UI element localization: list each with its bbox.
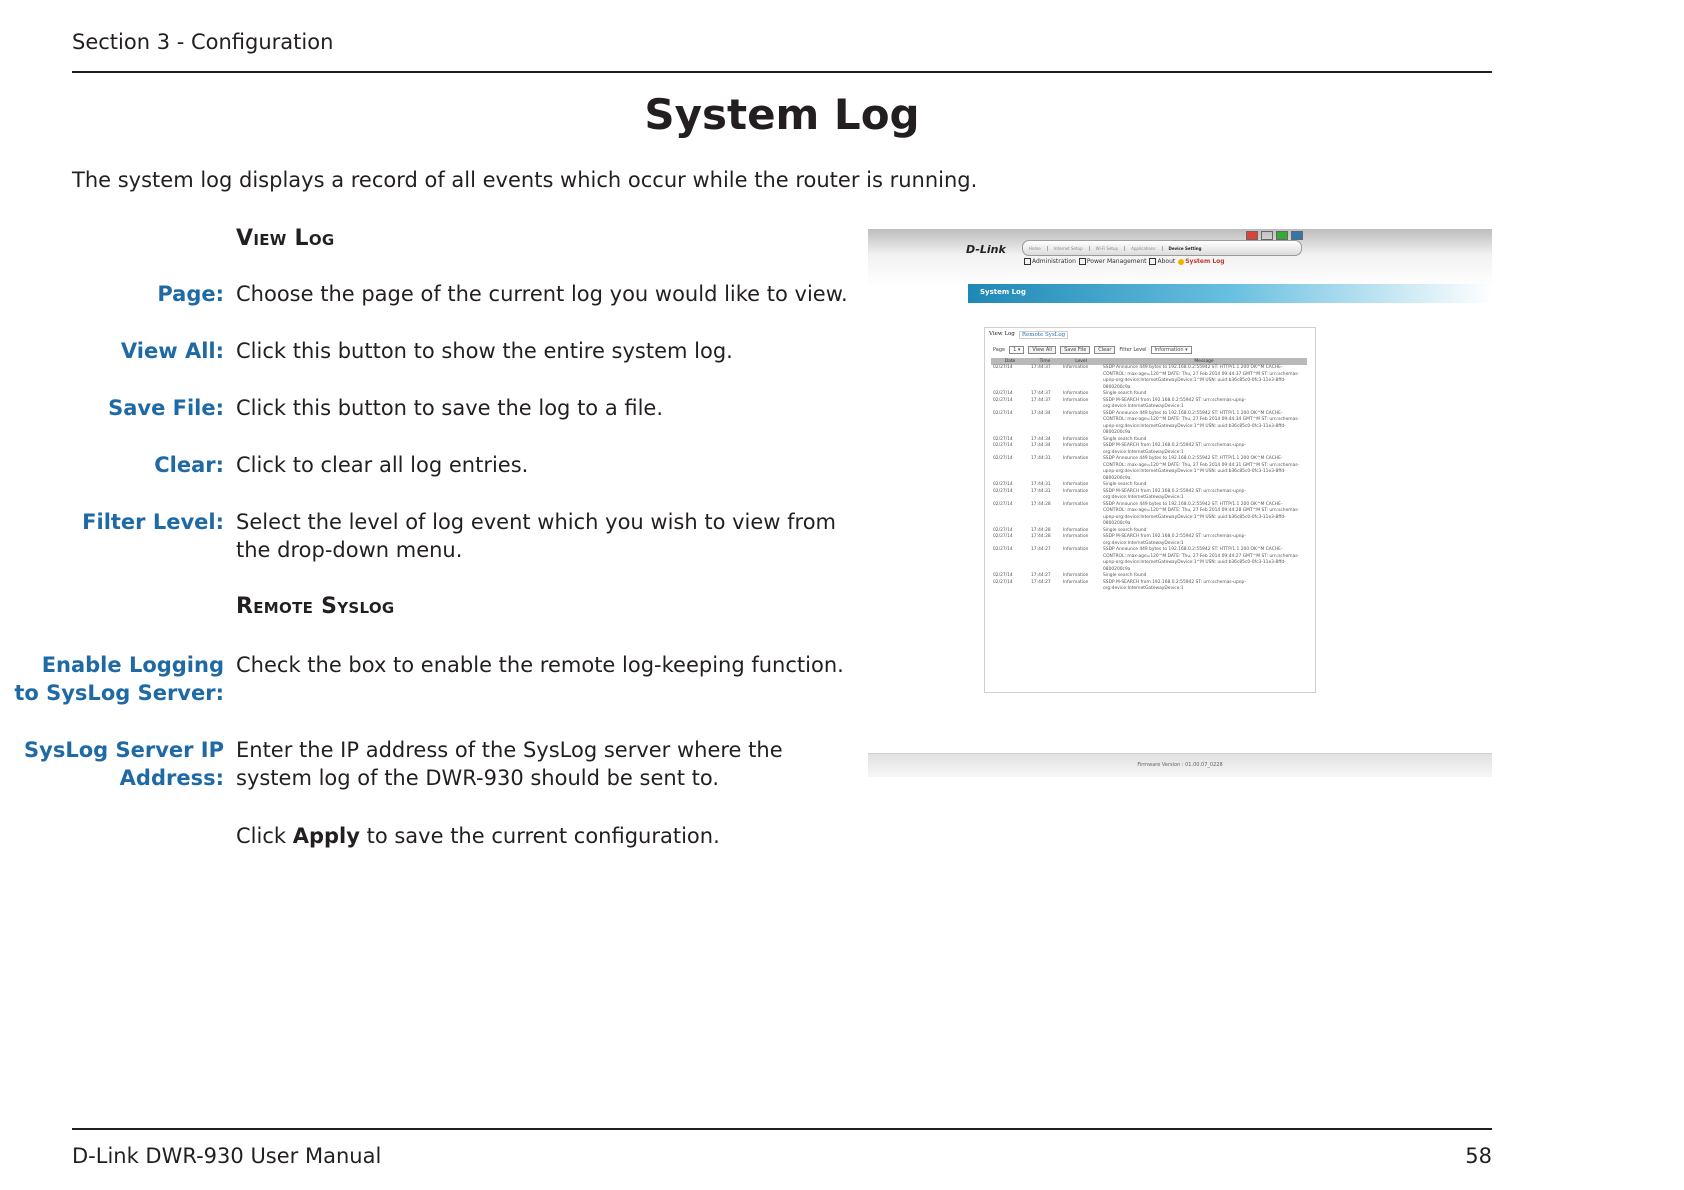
- header-rule: [72, 71, 1492, 73]
- tab-remote-syslog[interactable]: Remote SysLog: [1019, 331, 1068, 339]
- cell-date: 02/27/14: [993, 443, 1013, 448]
- cell-level: Information: [1063, 579, 1089, 585]
- desc-clear: Click to clear all log entries.: [236, 453, 529, 477]
- cell-level: Information: [1063, 365, 1089, 370]
- cell-time: 17:44:28: [1031, 527, 1051, 533]
- table-row: [991, 411, 1307, 437]
- cell-message: SSDP M-SEARCH from 192.168.0.2:55942 ST: urn:schemas-upnp-org:device:InternetGatewayDevice:1: [1103, 488, 1246, 500]
- nav-internet-setup[interactable]: Internet Setup: [1048, 246, 1090, 251]
- term-enable-logging-line1: Enable Logging: [41, 653, 224, 677]
- log-tabs: [989, 331, 1068, 339]
- log-panel: [984, 327, 1316, 693]
- nav-device-setting[interactable]: Device Setting: [1168, 245, 1202, 251]
- term-syslog-server-ip: [0, 736, 224, 792]
- cell-date: 02/27/14: [993, 365, 1013, 370]
- cell-date: 02/27/14: [993, 534, 1013, 539]
- active-dot-icon: [1178, 259, 1184, 265]
- term-syslog-server-ip-line1: SysLog Server IP: [24, 738, 224, 762]
- section-header: Section 3 - Configuration: [72, 30, 334, 54]
- page-select-value: 1: [1013, 347, 1017, 353]
- term-syslog-server-ip-line2: Address:: [119, 766, 224, 790]
- col-time: Time: [1029, 358, 1061, 365]
- cell-time: 17:44:34: [1031, 436, 1051, 442]
- cell-level: Information: [1063, 501, 1089, 507]
- page-select[interactable]: 1 ▾: [1009, 346, 1024, 354]
- cell-message: SSDP Announce 449 bytes to 192.168.0.2:55942 ST: HTTP/1.1 200 OK^M CACHE-CONTROL: max-age=120^M DATE: Thu, 27 Feb 2014 09:44:37 GMT^M ST: urn:schemas-upnp-org:device:InternetGatewayDevice:1^M USN: uuid:b36c85c0-0fc3-11e3-8ffd-0800200c9a: [1103, 365, 1300, 390]
- cell-message: SSDP M-SEARCH from 192.168.0.2:55942 ST: urn:schemas-upnp-org:device:InternetGatewayDevice:1: [1103, 443, 1246, 455]
- desc-enable-logging: Check the box to enable the remote log-keeping function.: [236, 653, 844, 677]
- user-icon: [1291, 231, 1303, 240]
- filter-level-label: Filter Level: [1119, 347, 1147, 353]
- nav-home[interactable]: Home: [1023, 246, 1048, 251]
- table-row: [991, 534, 1307, 547]
- log-controls: [993, 346, 1192, 354]
- cell-date: 02/27/14: [993, 527, 1013, 533]
- apply-instruction: [236, 822, 856, 850]
- subnav-system-log-label: System Log: [1185, 258, 1225, 265]
- cell-message: Single search found: [1103, 436, 1147, 442]
- cell-date: 02/27/14: [993, 391, 1013, 396]
- col-level: Level: [1061, 358, 1101, 365]
- expand-icon: [1024, 258, 1031, 265]
- cell-message: SSDP Announce 449 bytes to 192.168.0.2:55942 ST: HTTP/1.1 200 OK^M CACHE-CONTROL: max-age=120^M DATE: Thu, 27 Feb 2014 09:44:31 GMT^M ST: urn:schemas-upnp-org:device:InternetGatewayDevice:1^M USN: uuid:b36c85c0-0fc3-11e3-8ffd-0800200c9a: [1103, 456, 1300, 481]
- desc-save-file: Click this button to save the log to a file.: [236, 396, 664, 420]
- dlink-logo: D-Link: [966, 243, 1006, 256]
- cell-date: 02/27/14: [993, 488, 1013, 494]
- cell-time: 17:44:28: [1031, 534, 1051, 539]
- cell-time: 17:44:27: [1031, 579, 1051, 585]
- table-row: [991, 365, 1307, 391]
- log-table: [991, 358, 1307, 593]
- desc-syslog-server-ip: Enter the IP address of the SysLog server where the system log of the DWR-930 should be sent to.: [236, 738, 783, 790]
- status-icons: [1246, 231, 1303, 240]
- cell-date: 02/27/14: [993, 482, 1013, 487]
- log-table-body: [991, 365, 1307, 593]
- cell-time: 17:44:27: [1031, 547, 1051, 552]
- apply-suffix: to save the current configuration.: [359, 824, 720, 848]
- cell-level: Information: [1063, 456, 1089, 461]
- table-row: [991, 443, 1307, 456]
- cell-message: Single search found: [1103, 482, 1147, 487]
- nav-applications[interactable]: Applications: [1125, 246, 1162, 251]
- cell-message: SSDP Announce 449 bytes to 192.168.0.2:55942 ST: HTTP/1.1 200 OK^M CACHE-CONTROL: max-age=120^M DATE: Thu, 27 Feb 2014 09:44:27 GMT^M ST: urn:schemas-upnp-org:device:InternetGatewayDevice:1^M USN: uuid:b36c85c0-0fc3-11e3-8ffd-0800200c9a: [1103, 547, 1300, 572]
- cell-level: Information: [1063, 527, 1089, 533]
- cell-level: Information: [1063, 436, 1089, 442]
- col-date: Date: [991, 358, 1029, 365]
- term-view-all: View All:: [120, 339, 224, 363]
- cell-message: Single search found: [1103, 391, 1147, 396]
- expand-icon: [1079, 258, 1086, 265]
- term-clear: Clear:: [154, 453, 224, 477]
- term-enable-logging-line2: to SysLog Server:: [14, 681, 224, 705]
- cell-level: Information: [1063, 443, 1089, 448]
- subnav-system-log[interactable]: [1178, 258, 1224, 265]
- cell-date: 02/27/14: [993, 410, 1013, 416]
- cell-level: Information: [1063, 573, 1089, 578]
- subnav-administration-label: Administration: [1032, 258, 1076, 265]
- cell-time: 17:44:28: [1031, 501, 1051, 507]
- view-all-button[interactable]: View All: [1028, 346, 1056, 354]
- footer-manual-title: D-Link DWR-930 User Manual: [72, 1144, 382, 1168]
- subnav-administration[interactable]: [1024, 258, 1076, 265]
- cell-time: 17:44:37: [1031, 391, 1051, 396]
- intro-text: The system log displays a record of all events which occur while the router is running.: [72, 168, 978, 192]
- cell-level: Information: [1063, 547, 1089, 552]
- view-log-heading: View Log: [236, 226, 335, 251]
- cell-message: SSDP M-SEARCH from 192.168.0.2:55942 ST: urn:schemas-upnp-org:device:InternetGatewayDevice:1: [1103, 397, 1246, 409]
- table-row: [991, 580, 1307, 593]
- expand-icon: [1149, 258, 1156, 265]
- subnav-about[interactable]: [1149, 258, 1175, 265]
- term-enable-logging: [0, 651, 224, 707]
- subnav-power-label: Power Management: [1086, 258, 1147, 265]
- apply-prefix: Click: [236, 824, 293, 848]
- mail-icon: [1261, 231, 1273, 240]
- page-title: System Log: [644, 90, 920, 139]
- cell-level: Information: [1063, 488, 1089, 494]
- desc-view-all: Click this button to show the entire system log.: [236, 339, 733, 363]
- cell-level: Information: [1063, 397, 1089, 403]
- filter-level-select[interactable]: Information ▾: [1151, 346, 1192, 354]
- table-row: [991, 547, 1307, 573]
- term-filter-level: Filter Level:: [82, 510, 224, 534]
- cell-date: 02/27/14: [993, 397, 1013, 403]
- page-banner: [968, 284, 1492, 303]
- cell-time: 17:44:37: [1031, 397, 1051, 403]
- cell-time: 17:44:31: [1031, 488, 1051, 494]
- cell-message: SSDP Announce 449 bytes to 192.168.0.2:55942 ST: HTTP/1.1 200 OK^M CACHE-CONTROL: max-age=120^M DATE: Thu, 27 Feb 2014 09:44:34 GMT^M ST: urn:schemas-upnp-org:device:InternetGatewayDevice:1^M USN: uuid:b36c85c0-0fc3-11e3-8ffd-0800200c9a: [1103, 410, 1300, 435]
- cell-level: Information: [1063, 391, 1089, 396]
- cell-time: 17:44:34: [1031, 443, 1051, 448]
- desc-page: Choose the page of the current log you would like to view.: [236, 282, 848, 306]
- table-row: [991, 502, 1307, 528]
- col-message: Message: [1101, 358, 1307, 365]
- subnav-power-management[interactable]: [1079, 258, 1147, 265]
- battery-icon: [1276, 231, 1288, 240]
- cell-level: Information: [1063, 534, 1089, 539]
- cell-time: 17:44:37: [1031, 365, 1051, 370]
- router-subnav: [1024, 258, 1225, 265]
- page-number: 58: [1465, 1144, 1492, 1168]
- filter-level-value: Information: [1154, 347, 1184, 353]
- cell-date: 02/27/14: [993, 501, 1013, 507]
- table-row: [991, 398, 1307, 411]
- cell-message: Single search found: [1103, 573, 1147, 578]
- apply-bold: Apply: [292, 824, 360, 848]
- cell-time: 17:44:34: [1031, 410, 1051, 416]
- save-file-button[interactable]: Save File: [1060, 346, 1090, 354]
- banner-title: System Log: [980, 288, 1026, 296]
- cell-level: Information: [1063, 482, 1089, 487]
- cell-level: Information: [1063, 410, 1089, 416]
- page-label: Page: [993, 347, 1006, 353]
- cell-date: 02/27/14: [993, 573, 1013, 578]
- table-row: [991, 489, 1307, 502]
- cell-message: SSDP Announce 449 bytes to 192.168.0.2:55942 ST: HTTP/1.1 200 OK^M CACHE-CONTROL: max-age=120^M DATE: Thu, 27 Feb 2014 09:44:28 GMT^M ST: urn:schemas-upnp-org:device:InternetGatewayDevice:1^M USN: uuid:b36c85c0-0fc3-11e3-8ffd-0800200c9a: [1103, 501, 1300, 526]
- cell-time: 17:44:31: [1031, 456, 1051, 461]
- cell-date: 02/27/14: [993, 547, 1013, 552]
- nav-wifi-setup[interactable]: Wi-Fi Setup: [1090, 246, 1125, 251]
- tab-view-log[interactable]: View Log: [989, 331, 1015, 337]
- cell-message: Single search found: [1103, 527, 1147, 533]
- router-nav: [1022, 240, 1302, 256]
- log-table-header: [991, 358, 1307, 365]
- router-footer: [868, 753, 1492, 777]
- cell-message: SSDP M-SEARCH from 192.168.0.2:55942 ST: urn:schemas-upnp-org:device:InternetGatewayDevice:1: [1103, 534, 1246, 546]
- cell-date: 02/27/14: [993, 456, 1013, 461]
- table-row: [991, 456, 1307, 482]
- footer-rule: [72, 1128, 1492, 1130]
- cell-date: 02/27/14: [993, 579, 1013, 585]
- subnav-about-label: About: [1157, 258, 1176, 265]
- term-page: Page:: [157, 282, 224, 306]
- clear-button[interactable]: Clear: [1094, 346, 1115, 354]
- cell-time: 17:44:31: [1031, 482, 1051, 487]
- cell-message: SSDP M-SEARCH from 192.168.0.2:55942 ST: urn:schemas-upnp-org:device:InternetGatewayDevice:1: [1103, 579, 1246, 591]
- cell-date: 02/27/14: [993, 436, 1013, 442]
- desc-filter-level: Select the level of log event which you wish to view from the drop-down menu.: [236, 510, 837, 562]
- cell-time: 17:44:27: [1031, 573, 1051, 578]
- signal-icon: [1246, 231, 1258, 240]
- firmware-version: Firmware Version : 01.00.07_0228: [1137, 762, 1223, 768]
- term-save-file: Save File:: [108, 396, 224, 420]
- router-screenshot: [868, 229, 1492, 777]
- remote-syslog-heading: Remote Syslog: [236, 594, 395, 619]
